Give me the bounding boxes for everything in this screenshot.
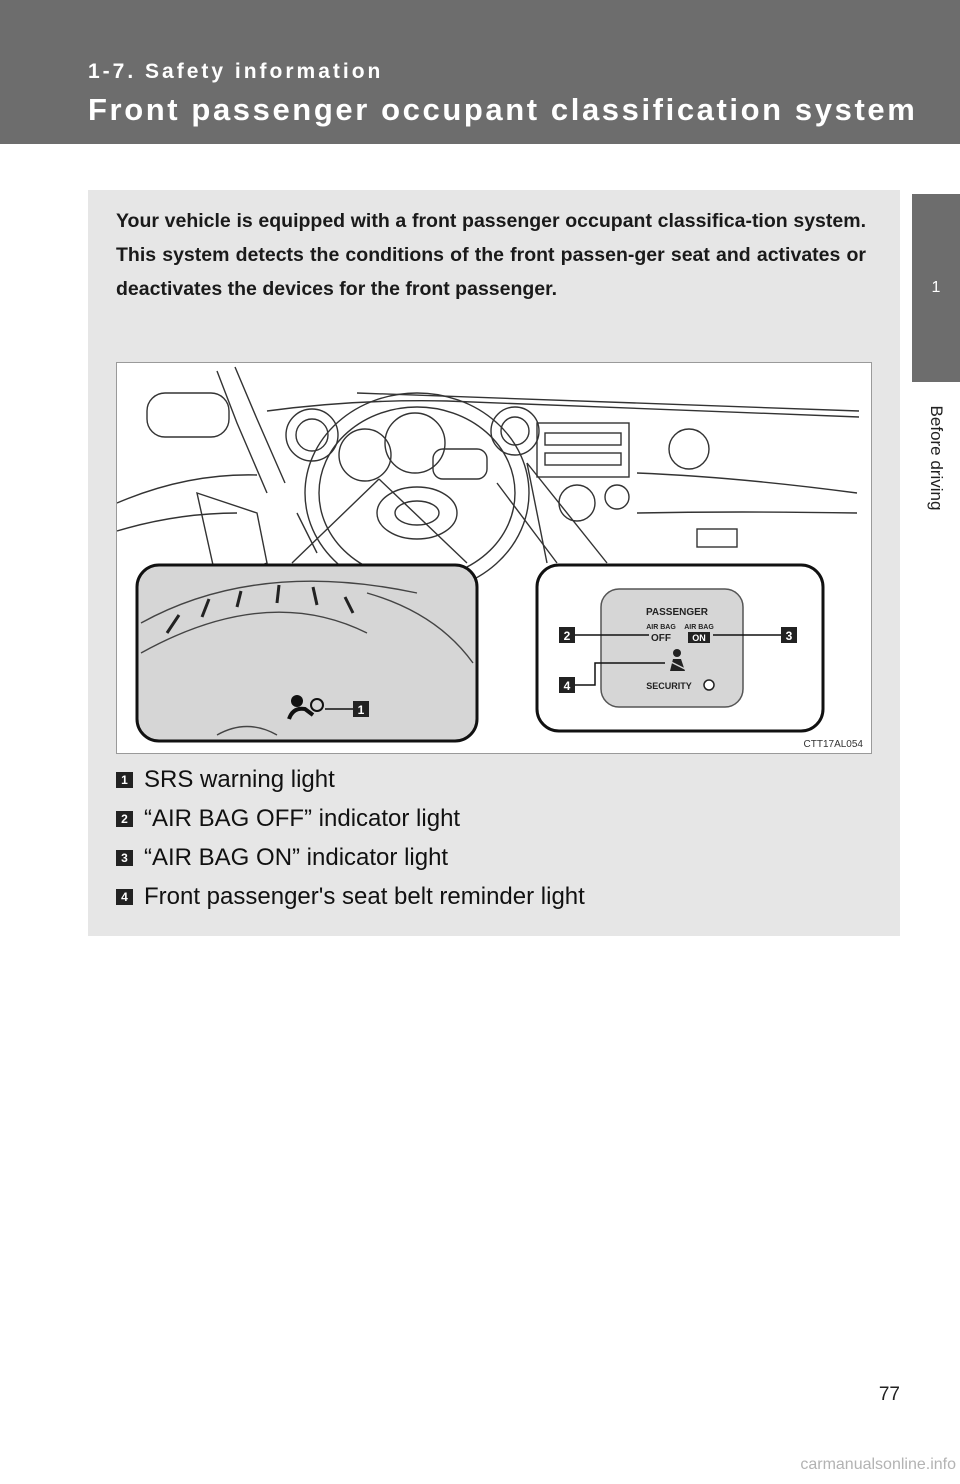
- callout-1-label: 1: [357, 703, 365, 717]
- figure-code: CTT17AL054: [803, 739, 863, 750]
- callout-3-label: 3: [785, 629, 793, 643]
- list-item: [116, 877, 585, 916]
- page-number: 77: [878, 1384, 900, 1405]
- page-title: Front passenger occupant classification system: [88, 92, 918, 127]
- legend-text: SRS warning light: [144, 765, 335, 793]
- airbag-off-text: OFF: [651, 633, 671, 644]
- legend-text: “AIR BAG OFF” indicator light: [144, 804, 461, 832]
- list-item: [116, 799, 585, 838]
- legend-text: Front passenger's seat belt reminder light: [144, 882, 585, 910]
- callout-4-label: 4: [563, 679, 571, 693]
- cluster-zoom-panel: [137, 565, 477, 741]
- legend-text: “AIR BAG ON” indicator light: [144, 843, 449, 871]
- list-item: [116, 760, 585, 799]
- page-header: [0, 0, 960, 144]
- info-box: [88, 190, 900, 936]
- security-label: SECURITY: [646, 681, 692, 691]
- dashboard-illustration: [116, 362, 872, 754]
- chapter-tab-label[interactable]: [912, 384, 960, 532]
- legend-badge: 2: [116, 811, 133, 827]
- list-item: [116, 838, 585, 877]
- airbag-on-caption: AIR BAG: [684, 624, 714, 631]
- watermark-link[interactable]: carmanualsonline.info: [800, 1456, 956, 1473]
- passenger-label: PASSENGER: [645, 607, 709, 618]
- dashboard-drawing: [117, 363, 873, 755]
- legend-badge: 4: [116, 889, 133, 905]
- chapter-tab-label-text: Before driving: [927, 405, 946, 511]
- legend-badge: 1: [116, 772, 133, 788]
- callout-2-label: 2: [563, 629, 571, 643]
- chapter-tab-number[interactable]: 1: [912, 194, 960, 382]
- legend-list: [116, 760, 585, 916]
- airbag-off-caption: AIR BAG: [646, 624, 676, 631]
- intro-paragraph: Your vehicle is equipped with a front passenger occupant classifica-tion system. This system detects the conditions of the front passen-ger seat and activates or deactivates the devices for the front passenger.: [116, 210, 866, 300]
- security-indicator-icon: [704, 680, 714, 690]
- legend-badge: 3: [116, 850, 133, 866]
- section-label: 1-7. Safety information: [88, 60, 384, 83]
- airbag-on-text: ON: [692, 633, 706, 643]
